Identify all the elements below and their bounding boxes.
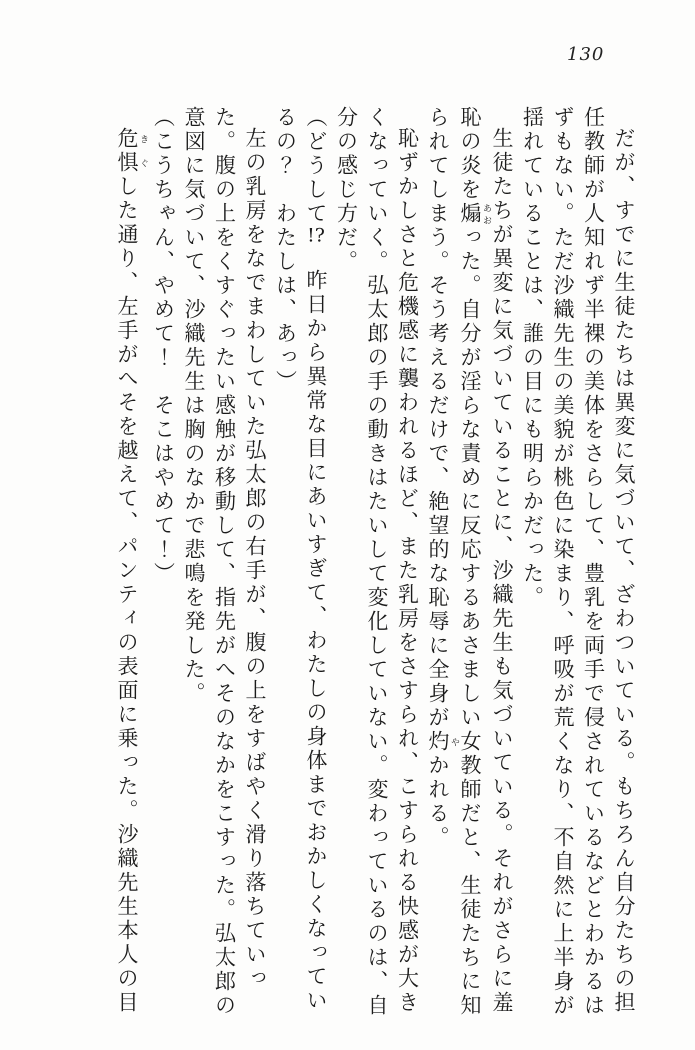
paragraph: 恥ずかしさと危機感に襲われるほど、また乳房をさすられ、こすられる快感が大きくなっていく。弘太郎の手の動きはたいして変化していない。変わっているのは、自分の感じ方だ。 [334,106,420,1018]
paragraph: 左の乳房をなでまわしていた弘太郎の右手が、腹の上をすばやく滑り落ちていった。腹の上をくすぐったい感触が移動して、指先がへそのなかをこすった。弘太郎の意図に気づいて、沙織先生は胸のなかで悲鳴を発した。 [182,106,267,1018]
paragraph: だが、すでに生徒たちは異変に気づいて、ざわついている。もちろん自分たちの担任教師が人知れず半裸の美体をさらして、豊乳を両手で侵されているなどとわかるはずもない。ただ沙織先生の美貌が桃色に染まり、呼吸が荒くなり、不自然に上半身が揺れていることは、誰の目にも明らかだった。 [520,106,636,1018]
page-number: 130 [567,44,605,65]
paragraph: 生徒たちが異変に気づいていることに、沙織先生も気づいている。それがさらに羞恥の炎を煽 あおった。自分が淫らな責めに反応するあさましい女教師だと、生徒たちに知られてしまう。そう考えるだけで、絶望的な恥辱に全身が灼 やかれる。 [426,106,514,1018]
paragraph: 危惧 きぐした通り、左手がへそを越えて、パンティの表面に乗った。沙織先生本人の目 [115,127,148,1015]
paragraph-dialogue: （こうちゃん、やめて！ そこはやめて！） [151,106,176,586]
page-text [112,106,640,1022]
paragraph-dialogue: （どうして!? 昨日から異常な目にあいすぎて、わたしの身体までおかしくなっているの？ わたしは、あっ） [273,106,328,1013]
